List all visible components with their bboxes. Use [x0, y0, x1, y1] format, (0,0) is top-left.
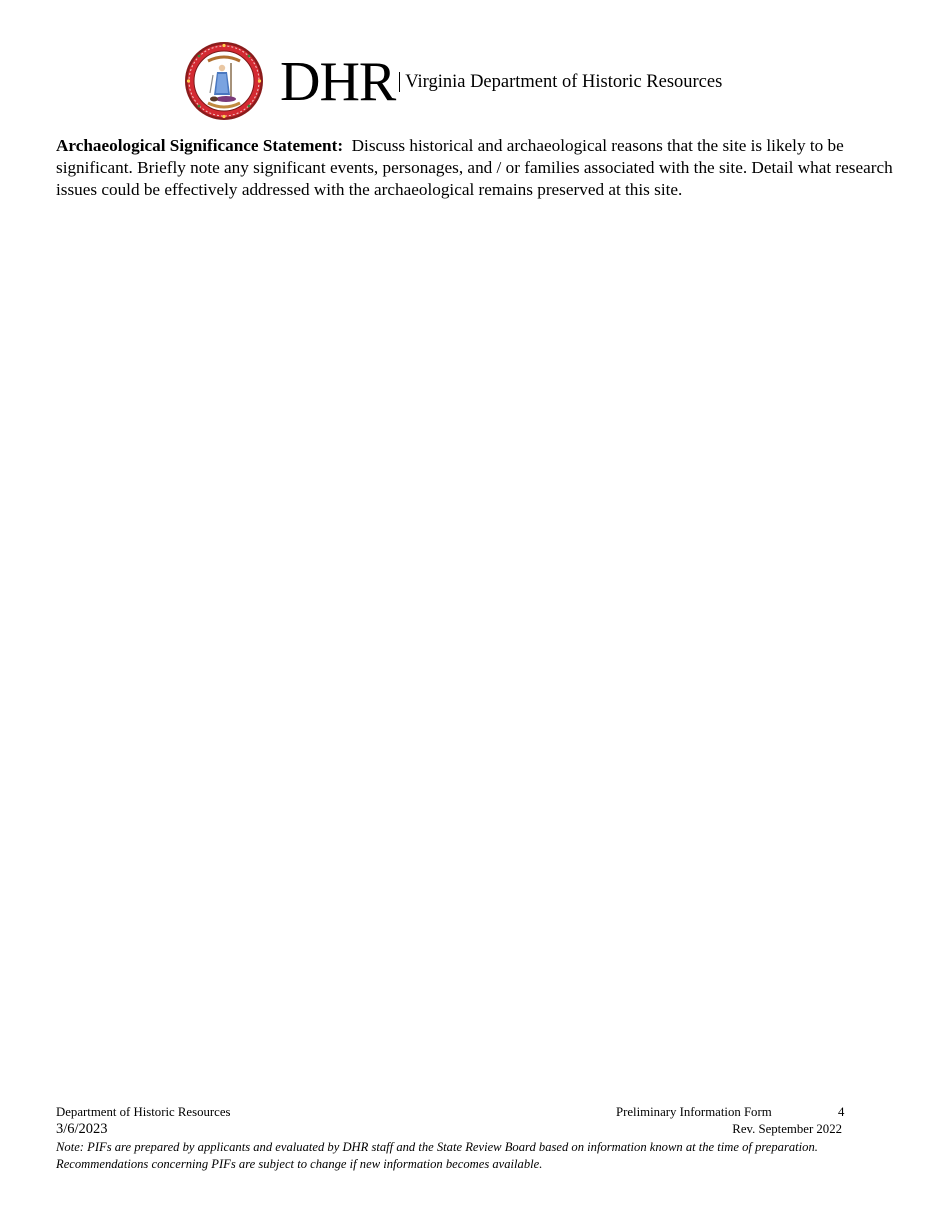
page-header [184, 41, 722, 121]
organization-name: Virginia Department of Historic Resources [405, 71, 723, 92]
statement-text: Discuss historical and archaeological reasons that the site is likely to be significant. Briefly note any significant events, personages, and / or families associated with the site. Detail what research issues could be effectively addressed with the archaeological remains preserved at this site. [56, 136, 893, 199]
footer-org: Department of Historic Resources [56, 1105, 231, 1119]
footer-note-line-2: Recommendations concerning PIFs are subject to change if new information becomes available. [56, 1157, 543, 1171]
footer-row-top [56, 1104, 856, 1121]
logo-divider [399, 72, 400, 92]
footer-note-line-1: Note: PIFs are prepared by applicants and evaluated by DHR staff and the State Review Board based on information known at the time of preparation. [56, 1140, 818, 1154]
virginia-state-seal-icon [184, 41, 264, 121]
significance-statement [56, 135, 896, 201]
footer-date: 3/6/2023 [56, 1121, 108, 1137]
footer-form-name: Preliminary Information Form [616, 1105, 772, 1119]
footer-page-number: 4 [838, 1105, 845, 1119]
page-footer [56, 1104, 856, 1173]
dhr-logo-text: DHR [280, 51, 396, 113]
statement-label: Archaeological Significance Statement: [56, 136, 344, 155]
footer-note [56, 1139, 856, 1173]
footer-row-date [56, 1121, 856, 1138]
footer-revision: Rev. September 2022 [732, 1122, 842, 1136]
